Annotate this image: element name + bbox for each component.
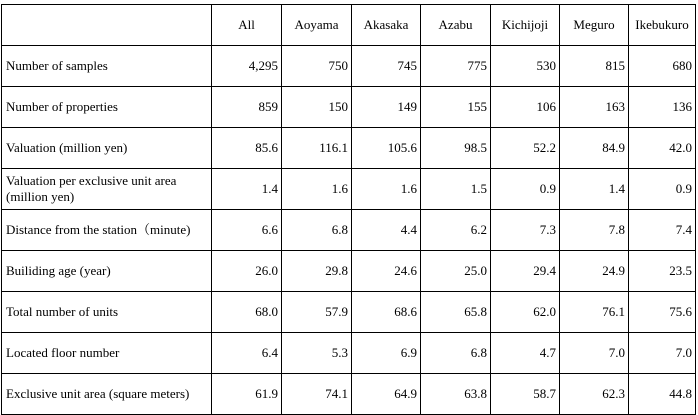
table-cell: 5.3 [282,333,352,374]
column-header-all: All [212,5,282,46]
table-cell: 150 [282,87,352,128]
table-cell: 24.6 [352,251,421,292]
table-cell: 106 [491,87,560,128]
table-row [2,210,696,251]
header-row [2,5,696,46]
table-cell: 6.6 [212,210,282,251]
table-cell: 44.8 [629,374,696,415]
table-cell: 815 [560,46,629,87]
table-cell: 68.6 [352,292,421,333]
column-header-aoyama: Aoyama [282,5,352,46]
table-cell: 750 [282,46,352,87]
table-cell: 6.2 [421,210,491,251]
table-cell: 62.0 [491,292,560,333]
table-row [2,251,696,292]
table-cell: 7.4 [629,210,696,251]
table-row [2,128,696,169]
table-cell: 61.9 [212,374,282,415]
table-cell: 7.8 [560,210,629,251]
table-cell: 65.8 [421,292,491,333]
table-cell: 775 [421,46,491,87]
row-label: Builiding age (year) [2,251,212,292]
column-header-azabu: Azabu [421,5,491,46]
table-cell: 52.2 [491,128,560,169]
table-row [2,333,696,374]
table-cell: 1.4 [212,169,282,210]
table-cell: 155 [421,87,491,128]
table-cell: 4.7 [491,333,560,374]
row-label: Distance from the station（minute) [2,210,212,251]
table-cell: 74.1 [282,374,352,415]
row-label: Number of samples [2,46,212,87]
row-label: Located floor number [2,333,212,374]
table-cell: 29.4 [491,251,560,292]
column-header-akasaka: Akasaka [352,5,421,46]
table-cell: 58.7 [491,374,560,415]
row-label: Valuation (million yen) [2,128,212,169]
table-cell: 1.6 [352,169,421,210]
table-cell: 136 [629,87,696,128]
table-cell: 6.4 [212,333,282,374]
table-cell: 85.6 [212,128,282,169]
table-cell: 680 [629,46,696,87]
table-cell: 859 [212,87,282,128]
table-cell: 0.9 [491,169,560,210]
table-cell: 26.0 [212,251,282,292]
corner-cell [2,5,212,46]
table-cell: 163 [560,87,629,128]
table-cell: 4.4 [352,210,421,251]
table-cell: 1.6 [282,169,352,210]
table-cell: 6.8 [282,210,352,251]
table-cell: 7.3 [491,210,560,251]
table-cell: 23.5 [629,251,696,292]
table-cell: 4,295 [212,46,282,87]
row-label: Total number of units [2,292,212,333]
table-row [2,169,696,210]
table-cell: 149 [352,87,421,128]
table-cell: 530 [491,46,560,87]
table-cell: 745 [352,46,421,87]
column-header-meguro: Meguro [560,5,629,46]
row-label: Valuation per exclusive unit area (million yen) [2,169,212,210]
table-row [2,374,696,415]
table-cell: 1.4 [560,169,629,210]
table-cell: 75.6 [629,292,696,333]
column-header-ikebukuro: Ikebukuro [629,5,696,46]
column-header-kichijoji: Kichijoji [491,5,560,46]
table-cell: 57.9 [282,292,352,333]
table-cell: 105.6 [352,128,421,169]
table-cell: 63.8 [421,374,491,415]
row-label: Exclusive unit area (square meters) [2,374,212,415]
table-cell: 64.9 [352,374,421,415]
table-cell: 7.0 [560,333,629,374]
row-label: Number of properties [2,87,212,128]
table-row [2,46,696,87]
table-cell: 68.0 [212,292,282,333]
table-cell: 98.5 [421,128,491,169]
table-cell: 7.0 [629,333,696,374]
table-cell: 84.9 [560,128,629,169]
table-cell: 76.1 [560,292,629,333]
table-cell: 42.0 [629,128,696,169]
table-cell: 6.8 [421,333,491,374]
table-cell: 0.9 [629,169,696,210]
table-row [2,292,696,333]
table-row [2,87,696,128]
table-cell: 116.1 [282,128,352,169]
statistics-table [1,4,696,415]
table-cell: 6.9 [352,333,421,374]
table-cell: 1.5 [421,169,491,210]
table-cell: 29.8 [282,251,352,292]
table-cell: 24.9 [560,251,629,292]
table-cell: 62.3 [560,374,629,415]
table-cell: 25.0 [421,251,491,292]
